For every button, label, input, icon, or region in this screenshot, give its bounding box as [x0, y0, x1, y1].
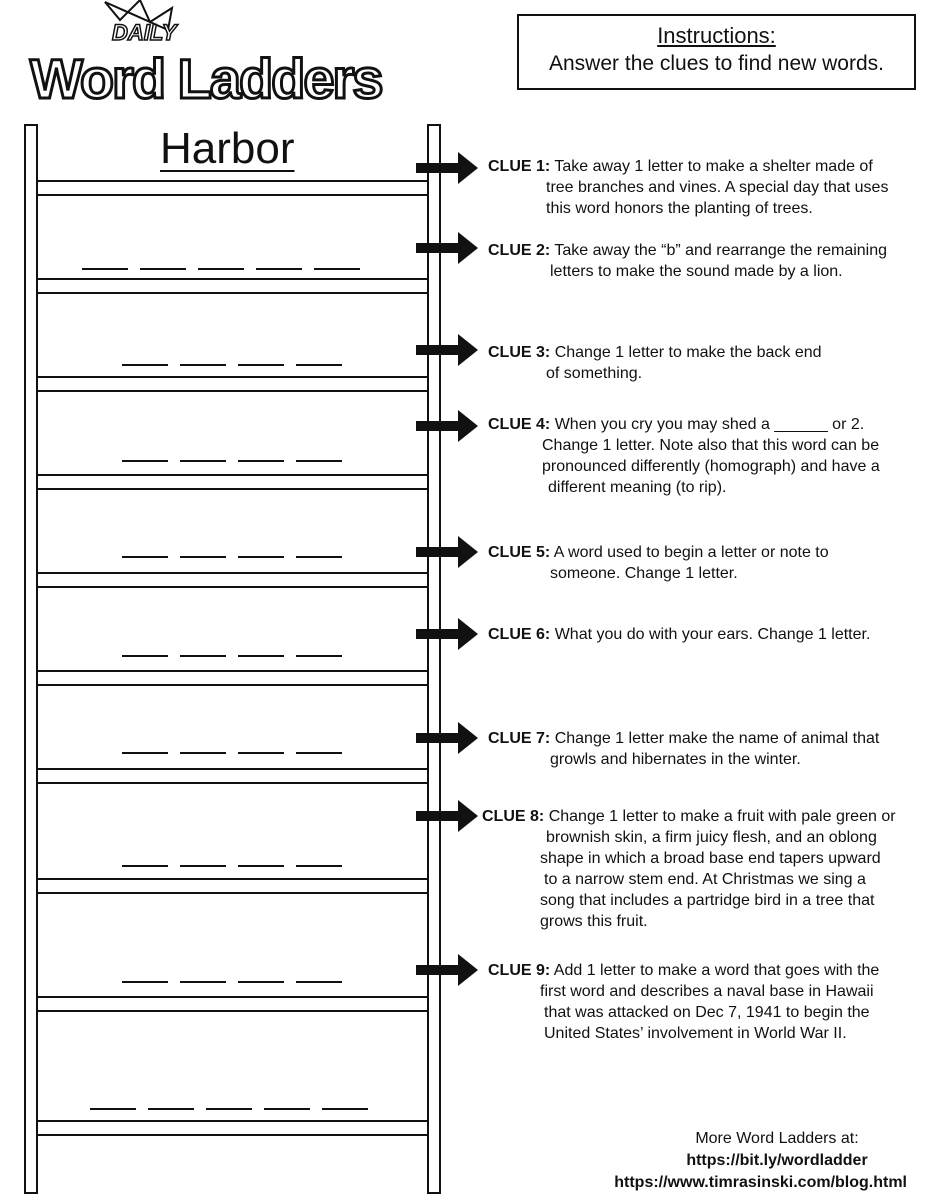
clue-text: CLUE 7: Change 1 letter make the name of animal that growls and hibernates in the winter. [488, 730, 880, 768]
answer-blanks-4[interactable] [122, 556, 342, 558]
letter-blank[interactable] [140, 268, 186, 270]
letter-blank[interactable] [296, 460, 342, 462]
clue-text: CLUE 3: Change 1 letter to make the back end of something. [488, 344, 822, 382]
right-arrow-icon [416, 232, 478, 264]
letter-blank[interactable] [180, 752, 226, 754]
letter-blank[interactable] [180, 865, 226, 867]
letter-blank[interactable] [82, 268, 128, 270]
answer-blanks-5[interactable] [122, 655, 342, 657]
letter-blank[interactable] [238, 460, 284, 462]
clue-text: CLUE 6: What you do with your ears. Change 1 letter. [488, 626, 871, 643]
letter-blank[interactable] [296, 364, 342, 366]
letter-blank[interactable] [238, 364, 284, 366]
letter-blank[interactable] [206, 1108, 252, 1110]
ladder-rung [38, 474, 427, 490]
letter-blank[interactable] [238, 655, 284, 657]
letter-blank[interactable] [238, 752, 284, 754]
right-arrow-icon [416, 618, 478, 650]
letter-blank[interactable] [90, 1108, 136, 1110]
right-arrow-icon [416, 800, 478, 832]
right-arrow-icon [416, 954, 478, 986]
instructions-title: Instructions: [657, 23, 776, 48]
letter-blank[interactable] [296, 655, 342, 657]
letter-blank[interactable] [180, 556, 226, 558]
ladder-rung [38, 996, 427, 1012]
letter-blank[interactable] [180, 364, 226, 366]
clue-text: CLUE 8: Change 1 letter to make a fruit with pale green or brownish skin, a firm juicy flesh, and an oblong shape in which a broad base end tapers upward to a narrow stem end. At Christmas we sing a song that includes a partridge bird in a tree that grows this fruit. [482, 808, 896, 930]
clue-text: CLUE 9: Add 1 letter to make a word that goes with the first word and describes a naval base in Hawaii that was attacked on Dec 7, 1941 to begin the United States’ involvement in World War II. [488, 962, 880, 1042]
letter-blank[interactable] [264, 1108, 310, 1110]
svg-text:DAILY: DAILY [112, 20, 177, 45]
letter-blank[interactable] [296, 865, 342, 867]
letter-blank[interactable] [122, 865, 168, 867]
right-arrow-icon [416, 722, 478, 754]
clue-text: CLUE 5: A word used to begin a letter or note to someone. Change 1 letter. [488, 544, 829, 582]
clue-text: CLUE 4: When you cry you may shed a ______ or 2. Change 1 letter. Note also that this word can be pronounced differently (homograph) and have a different meaning (to rip). [488, 416, 880, 496]
answer-blanks-7[interactable] [122, 865, 342, 867]
clue-text: CLUE 2: Take away the “b” and rearrange the remaining letters to make the sound made by a lion. [488, 242, 888, 280]
letter-blank[interactable] [180, 655, 226, 657]
word-ladder [0, 0, 460, 1200]
letter-blank[interactable] [122, 752, 168, 754]
letter-blank[interactable] [122, 364, 168, 366]
start-word: Harbor [160, 124, 295, 173]
letter-blank[interactable] [122, 556, 168, 558]
letter-blank[interactable] [148, 1108, 194, 1110]
letter-blank[interactable] [296, 981, 342, 983]
ladder-rung [38, 670, 427, 686]
letter-blank[interactable] [314, 268, 360, 270]
answer-blanks-1[interactable] [82, 268, 360, 270]
letter-blank[interactable] [256, 268, 302, 270]
answer-blanks-2[interactable] [122, 364, 342, 366]
right-arrow-icon [416, 334, 478, 366]
letter-blank[interactable] [322, 1108, 368, 1110]
ladder-right-rail [427, 124, 441, 1194]
letter-blank[interactable] [122, 460, 168, 462]
letter-blank[interactable] [180, 460, 226, 462]
ladder-rung [38, 572, 427, 588]
footer-more-label: More Word Ladders at: [695, 1130, 859, 1147]
answer-blanks-6[interactable] [122, 752, 342, 754]
ladder-rung [38, 278, 427, 294]
answer-blanks-9[interactable] [90, 1108, 368, 1110]
svg-text:Word Ladders: Word Ladders [30, 47, 382, 110]
letter-blank[interactable] [238, 865, 284, 867]
ladder-rung [38, 1120, 427, 1136]
letter-blank[interactable] [296, 556, 342, 558]
letter-blank[interactable] [198, 268, 244, 270]
ladder-rung [38, 180, 427, 196]
footer-link-blog[interactable]: https://www.timrasinski.com/blog.html [614, 1174, 907, 1191]
ladder-rung [38, 376, 427, 392]
letter-blank[interactable] [122, 655, 168, 657]
ladder-rung [38, 768, 427, 784]
letter-blank[interactable] [122, 981, 168, 983]
answer-blanks-8[interactable] [122, 981, 342, 983]
clue-text: CLUE 1: Take away 1 letter to make a shelter made of tree branches and vines. A special day that uses this word honors the planting of trees. [488, 158, 889, 217]
answer-blanks-3[interactable] [122, 460, 342, 462]
ladder-left-rail [24, 124, 38, 1194]
instructions-box [517, 14, 916, 90]
letter-blank[interactable] [180, 981, 226, 983]
right-arrow-icon [416, 152, 478, 184]
footer-link-short[interactable]: https://bit.ly/wordladder [686, 1152, 868, 1169]
letter-blank[interactable] [238, 556, 284, 558]
letter-blank[interactable] [296, 752, 342, 754]
letter-blank[interactable] [238, 981, 284, 983]
instructions-body: Answer the clues to find new words. [549, 52, 884, 75]
ladder-rung [38, 878, 427, 894]
right-arrow-icon [416, 536, 478, 568]
footer [614, 1128, 907, 1194]
right-arrow-icon [416, 410, 478, 442]
